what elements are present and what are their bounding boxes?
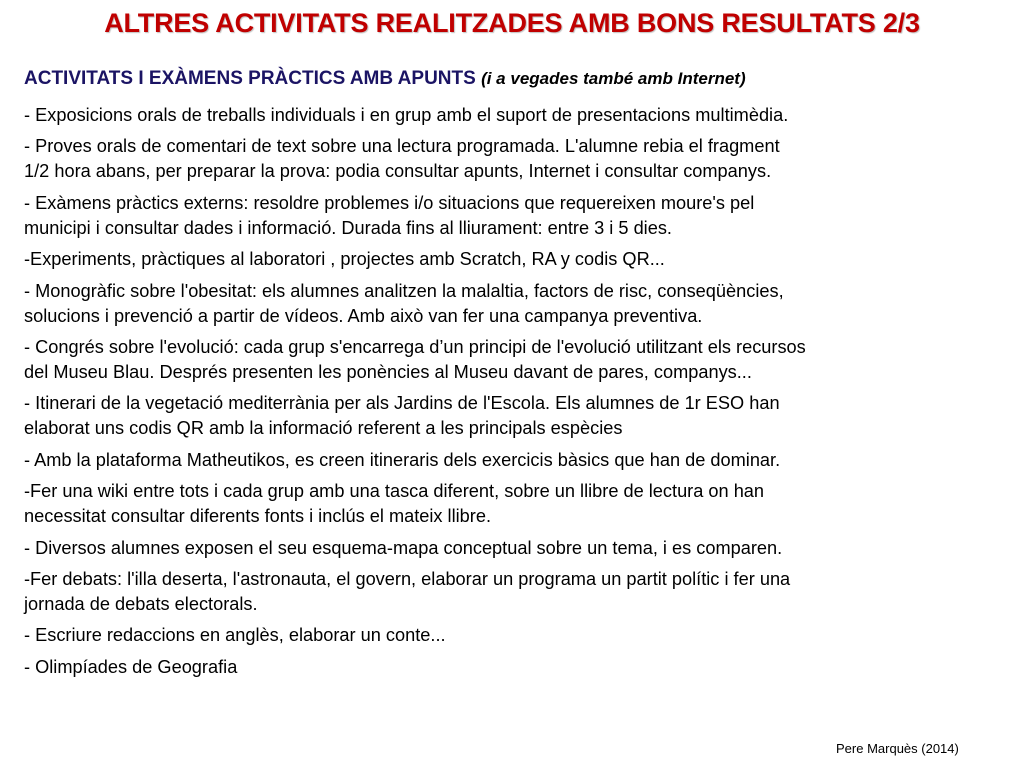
list-item: - Olimpíades de Geografia [24, 656, 238, 677]
list-item: -Fer una wiki entre tots i cada grup amb una tasca diferent, sobre un llibre de lectura on han necessitat consultar diferents fonts i inclús el mateix llibre. [24, 481, 765, 527]
list-item: - Monogràfic sobre l'obesitat: els alumnes analitzen la malaltia, factors de risc, conseqüències, solucions i prevenció a partir de vídeos. Amb això van fer una campanya preventiva. [24, 280, 784, 326]
list-item: - Diversos alumnes exposen el seu esquema-mapa conceptual sobre un tema, i es comparen. [24, 537, 783, 558]
slide-title: ALTRES ACTIVITATS REALITZADES AMB BONS RESULTATS 2/3 [104, 8, 920, 38]
list-item: - Proves orals de comentari de text sobre una lectura programada. L'alumne rebia el fragment 1/2 hora abans, per preparar la prova: podia consultar apunts, Internet i consultar companys. [24, 136, 780, 182]
list-item: - Exposicions orals de treballs individuals i en grup amb el suport de presentacions multimèdia. [24, 105, 789, 125]
list-item: - Amb la plataforma Matheutikos, es creen itineraris dels exercicis bàsics que han de dominar. [24, 449, 781, 470]
section-heading-main: ACTIVITATS I EXÀMENS PRÀCTICS AMB APUNTS [24, 68, 476, 89]
list-item: -Fer debats: l'illa deserta, l'astronauta, el govern, elaborar un programa un partit polític i fer una jornada de debats electorals. [24, 568, 791, 614]
list-item: - Escriure redaccions en anglès, elaborar un conte... [24, 625, 446, 646]
list-item: - Exàmens pràctics externs: resoldre problemes i/o situacions que requereixen moure's pel municipi i consultar dades i informació. Durada fins al lliurament: entre 3 i 5 dies. [24, 192, 755, 238]
list-item: - Congrés sobre l'evolució: cada grup s'encarrega d’un principi de l'evolució utilitzant els recursos del Museu Blau. Després presenten les ponències al Museu davant de pares, companys... [24, 336, 806, 382]
section-heading-note: (i a vegades també amb Internet) [481, 69, 746, 88]
list-item: -Experiments, pràctiques al laboratori , projectes amb Scratch, RA y codis QR... [24, 249, 665, 270]
footer-credit: Pere Marquès (2014) [836, 741, 959, 756]
activity-list [24, 103, 1009, 686]
section-heading [24, 68, 1004, 90]
list-item: - Itinerari de la vegetació mediterrània per als Jardins de l'Escola. Els alumnes de 1r ESO han elaborat uns codis QR amb la informació referent a les principals espècies [24, 393, 780, 439]
